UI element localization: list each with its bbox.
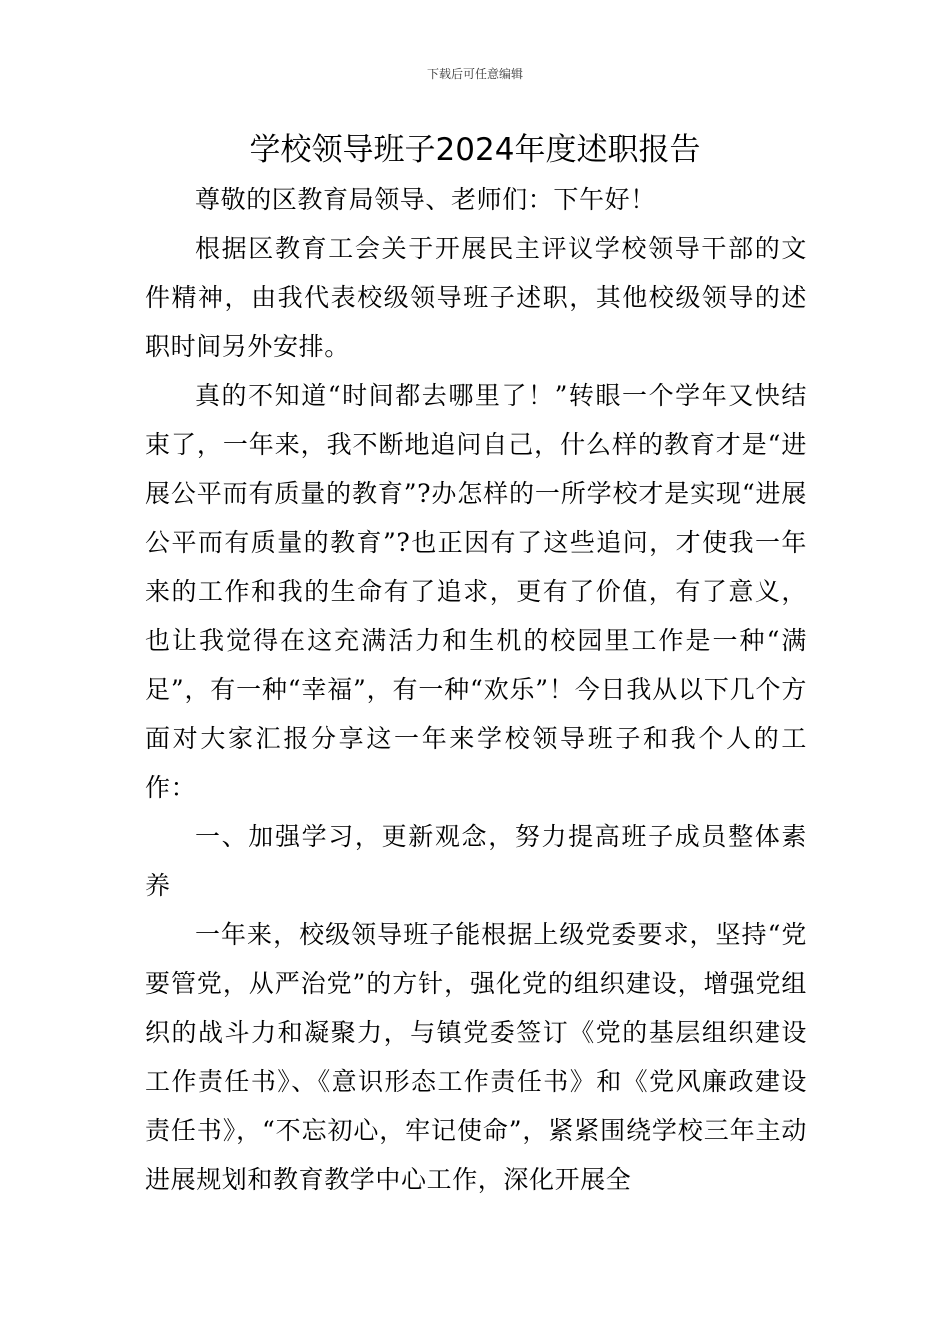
section-heading: 一、加强学习，更新观念，努力提高班子成员整体素养 (145, 822, 807, 900)
document-title: 学校领导班子2024年度述职报告 (249, 132, 701, 168)
body-paragraph: 真的不知道“时间都去哪里了！”转眼一个学年又快结束了，一年来，我不断地追问自己，什么样的教育才是“进展公平而有质量的教育”?办怎样的一所学校才是实现“进展公平而有质量的教育”?也正因有了这些追问，才使我一年来的工作和我的生命有了追求，更有了价值，有了意义，也让我觉得在这充满活力和生机的校园里工作是一种“满足”，有一种“幸福”，有一种“欢乐”！今日我从以下几个方面对大家汇报分享这一年来学校领导班子和我个人的工作： (145, 381, 807, 802)
body-paragraph: 一年来，校级领导班子能根据上级党委要求，坚持“党要管党，从严治党”的方针，强化党的组织建设，增强党组织的战斗力和凝聚力，与镇党委签订《党的基层组织建设工作责任书》、《意识形态工作责任书》和《党风廉政建设责任书》，“不忘初心，牢记使命”，紧紧围绕学校三年主动进展规划和教育教学中心工作，深化开展全 (145, 920, 807, 1194)
header-note: 下载后可任意编辑 (426, 67, 523, 81)
body-paragraph: 根据区教育工会关于开展民主评议学校领导干部的文件精神，由我代表校级领导班子述职，其他校级领导的述职时间另外安排。 (145, 234, 807, 361)
salutation-paragraph: 尊敬的区教育局领导、老师们：下午好！ (195, 185, 656, 214)
document-body (145, 175, 807, 1204)
